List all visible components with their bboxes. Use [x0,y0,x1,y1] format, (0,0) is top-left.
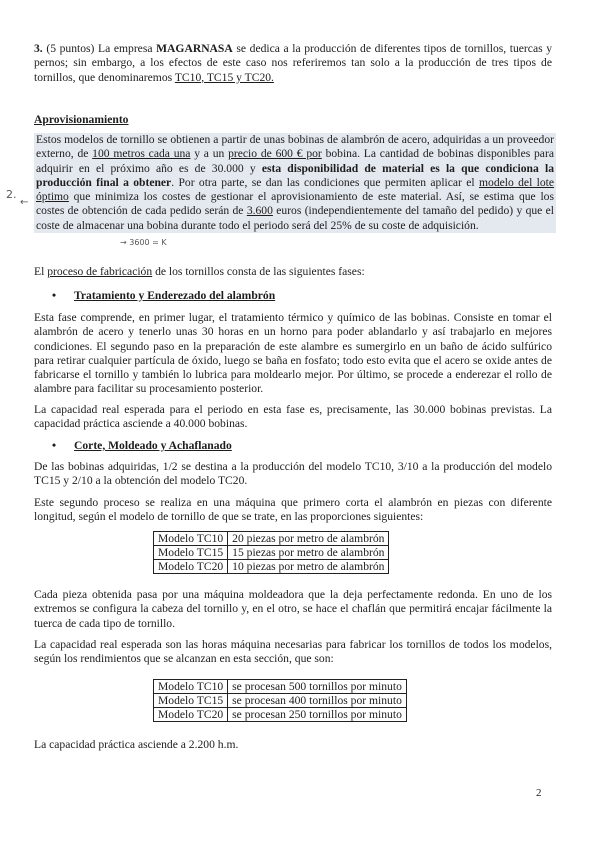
machine-rate-table [153,679,407,722]
table-cell-value: 15 piezas por metro de alambrón [228,546,389,560]
table-cell-model: Modelo TC15 [154,546,228,560]
table-cell-model: Modelo TC10 [154,532,228,546]
aprov-text-1: Estos modelos de tornillo se obtienen a partir de unas bobinas de alambrón de acero, adquiridas a un proveedor externo, de [36,133,554,161]
table-cell-model: Modelo TC20 [154,708,228,722]
question-intro [34,42,552,85]
table-cell-model: Modelo TC10 [154,680,228,694]
aprov-text-5: que minimiza los costes de gestionar el aprovisionamiento de este material. Así, se estima que los costes de obtención de cada pedido serán de [36,190,554,218]
phase1-paragraph-1: Esta fase comprende, en primer lugar, el tratamiento térmico y químico de las bobinas. Consiste en tomar el alambrón de acero y tenerlo unas 30 horas en un horno para poder ablandarlo y así trabajarlo en mejores condiciones. El segundo paso en la preparación de este alambre es sumergirlo en un baño de ácido sulfúrico para retirar cualquier partícula de óxido, luego se baña en fosfato; todo esto evita que el acero se oxide antes de fabricarse el tornillo y también lo lubrica para moldearlo mejor. Por último, se procede a enderezar el rollo de alambre para facilitar su procesamiento posterior. [34,311,552,396]
model-list: TC10, TC15 y TC20. [174,70,274,84]
company-name: MAGARNASA [156,42,233,55]
table-row [154,546,389,560]
table-row [154,694,407,708]
table-row [154,708,407,722]
aprov-meters: 100 metros cada una [92,147,191,161]
table-cell-value: se procesan 400 tornillos por minuto [228,694,407,708]
aprovisionamiento-paragraph [34,133,556,233]
proceso-text-2: de los tornillos consta de las siguientes fases: [155,265,365,278]
phase2-paragraph-4: La capacidad real esperada son las horas máquina necesarias para fabricar los tornillos de todos los modelos, según los rendimientos que se alcanzan en esta sección, que son: [34,638,552,666]
aprov-text-2: y a un [194,147,225,161]
table-cell-value: 20 piezas por metro de alambrón [228,532,389,546]
proceso-text-1: El [34,265,45,278]
intro-text-1: La empresa [98,42,153,55]
aprov-price: precio de 600 € por [228,147,322,161]
table-row [154,680,407,694]
aprov-text-4: . Por otra parte, se dan las condiciones que permiten aplicar el [171,175,475,189]
bullet-icon: • [52,439,57,452]
phase2-paragraph-1: De las bobinas adquiridas, 1/2 se destina a la producción del modelo TC10, 3/10 a la producción del modelo TC15 y 2/10 a la obtención del modelo TC20. [34,460,552,488]
handwritten-margin-note: 2. [6,188,17,201]
aprov-text-3: bobina. La cantidad de bobinas disponibles para adquirir en el próximo año es de 30.000 y [36,147,554,175]
table-row [154,532,389,546]
phase1-heading [52,289,275,303]
handwritten-annotation: → 3600 = K [120,238,167,247]
table-row [154,560,389,574]
phase2-paragraph-3: Cada pieza obtenida pasa por una máquina moldeadora que la deja perfectamente redonda. En uno de los extremos se configura la cabeza del tornillo y, en el otro, se hace el chaflán que permitirá encajar fácilmente la tuerca de cada tipo de tornillo. [34,588,552,630]
phase1-title: Tratamiento y Enderezado del alambrón [74,289,276,302]
table-cell-value: se procesan 250 tornillos por minuto [228,708,407,722]
phase1-paragraph-2: La capacidad real esperada para el periodo en esta fase es, precisamente, las 30.000 bobinas previstas. La capacidad práctica asciende a 40.000 bobinas. [34,403,552,431]
proceso-intro [34,265,552,279]
question-points: (5 puntos) [46,42,95,55]
page-number: 2 [536,787,542,799]
section-heading-aprovisionamiento: Aprovisionamiento [34,113,129,126]
handwritten-arrow-icon: ← [20,197,29,208]
proceso-underlined: proceso de fabricación [47,265,153,278]
phase2-paragraph-2: Este segundo proceso se realiza en una máquina que primero corta el alambrón en piezas con diferente longitud, según el modelo de tornillo de que se trate, en las proporciones siguientes: [34,496,552,524]
intro-text-2: se dedica a la producción de diferentes tipos de tornillos, tuercas y pernos; sin embargo, a los efectos de este caso nos referiremos tan solo a la producción de tres tipos de tornillos, que denominaremos [34,42,553,84]
aprov-text-6: euros (independientemente del tamaño del pedido) y que el coste de almacenar una bobina durante todo el periodo será del 25% de su coste de adquisición. [36,204,555,232]
phase2-heading [52,439,232,453]
aprov-order-cost: 3.600 [246,204,273,218]
table-cell-value: 10 piezas por metro de alambrón [228,560,389,574]
table-cell-model: Modelo TC20 [154,560,228,574]
phase2-title: Corte, Moldeado y Achaflanado [74,439,232,452]
bullet-icon: • [52,289,57,302]
aprov-lote-optimo: modelo del lote óptimo [36,175,555,204]
question-number: 3. [34,42,43,55]
phase2-paragraph-5: La capacidad práctica asciende a 2.200 h.m. [34,738,239,751]
table-cell-value: se procesan 500 tornillos por minuto [228,680,407,694]
pieces-per-meter-table [153,531,389,574]
table-cell-model: Modelo TC15 [154,694,228,708]
aprov-bold-condition: esta disponibilidad de material es la que condiciona la producción final a obtener [36,161,554,189]
